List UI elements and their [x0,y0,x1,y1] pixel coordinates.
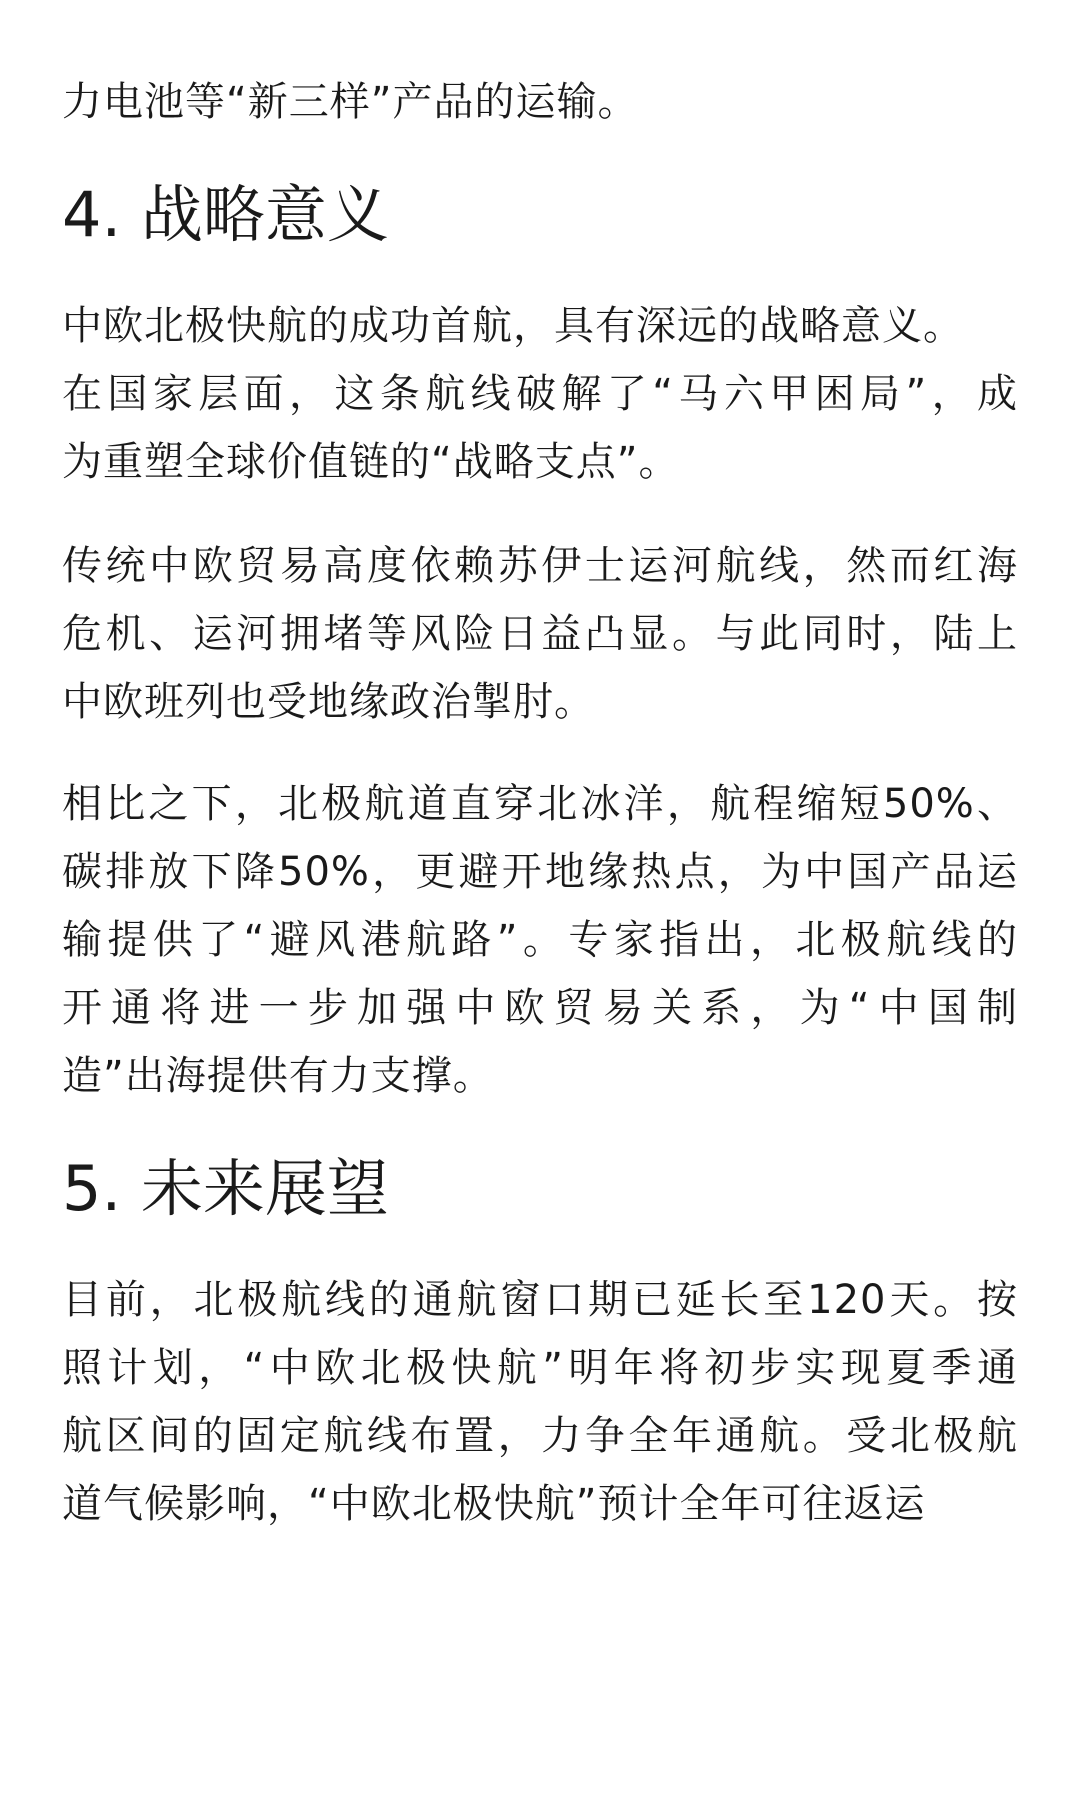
paragraph-line: 造”出海提供有力支撑。 [62,1053,494,1099]
paragraph-line: 危机、运河拥堵等风险日益凸显。与此同时，陆上 [62,611,1018,657]
paragraph-line: 道气候影响，“中欧北极快航”预计全年可往返运 [62,1481,926,1527]
paragraph-line: 为重塑全球价值链的“战略支点”。 [62,439,680,485]
paragraph-line: 航区间的固定航线布置，力争全年通航。受北极航 [62,1413,1018,1459]
paragraph-line: 碳排放下降50%，更避开地缘热点，为中国产品运 [62,849,1018,895]
section-heading-future-outlook: 5. 未来展望 [62,1152,389,1225]
paragraph-line: 目前，北极航线的通航窗口期已延长至120天。按 [62,1277,1018,1323]
paragraph-line: 开通将进一步加强中欧贸易关系，为“中国制 [62,985,1018,1031]
paragraph-line: 相比之下，北极航道直穿北冰洋，航程缩短50%、 [62,781,1018,827]
paragraph-line: 照计划，“中欧北极快航”明年将初步实现夏季通 [62,1345,1018,1391]
paragraph-line: 力电池等“新三样”产品的运输。 [62,79,639,125]
section-heading-strategic-significance: 4. 战略意义 [62,178,389,251]
paragraph-line: 输提供了“避风港航路”。专家指出，北极航线的 [62,917,1018,963]
paragraph-line: 中欧北极快航的成功首航，具有深远的战略意义。 [62,303,964,349]
paragraph-line: 传统中欧贸易高度依赖苏伊士运河航线，然而红海 [62,543,1018,589]
paragraph-line: 在国家层面，这条航线破解了“马六甲困局”，成 [62,371,1018,417]
paragraph-line: 中欧班列也受地缘政治掣肘。 [62,679,595,725]
